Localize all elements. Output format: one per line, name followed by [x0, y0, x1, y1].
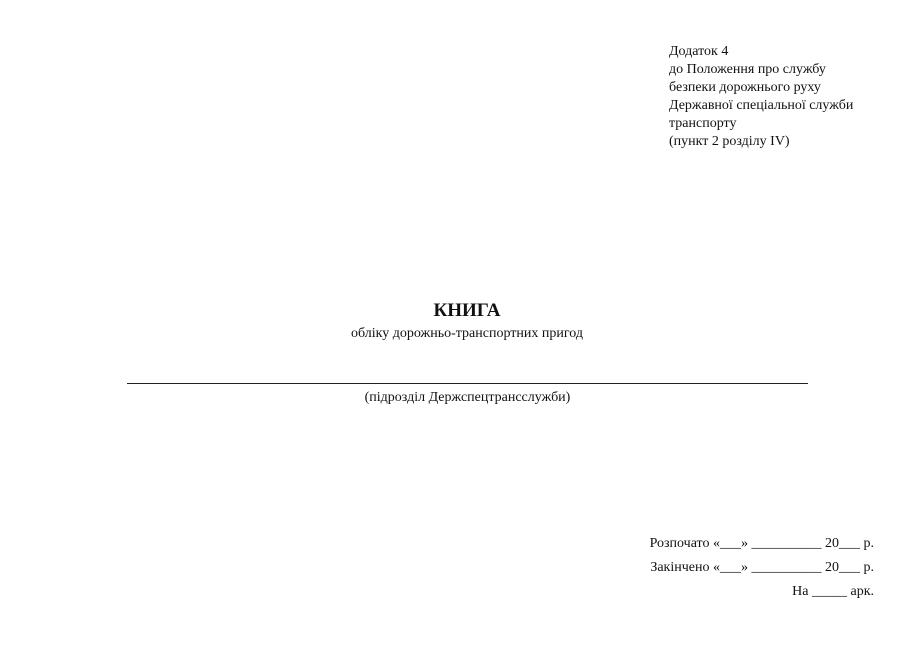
unit-caption: (підрозділ Держспецтрансслужби)	[364, 390, 571, 405]
appendix-note	[669, 43, 914, 151]
unit-fill-line	[127, 383, 808, 384]
title-block	[0, 300, 920, 344]
started-date-line: Розпочато «___» __________ 20___ р.	[649, 536, 874, 551]
dates-block	[650, 532, 874, 604]
appendix-line: Додаток 4	[669, 44, 729, 59]
appendix-line: до Положення про службу	[669, 62, 826, 77]
sheets-count-line: На _____ арк.	[792, 584, 874, 599]
book-title: КНИГА	[433, 300, 501, 321]
appendix-line: Державної спеціальної служби	[669, 98, 854, 113]
appendix-line: (пункт 2 розділу IV)	[669, 134, 790, 149]
finished-date-line: Закінчено «___» __________ 20___ р.	[650, 560, 874, 575]
book-subtitle: обліку дорожньо-транспортних пригод	[351, 326, 583, 341]
appendix-line: транспорту	[669, 116, 737, 131]
appendix-line: безпеки дорожнього руху	[669, 80, 821, 95]
